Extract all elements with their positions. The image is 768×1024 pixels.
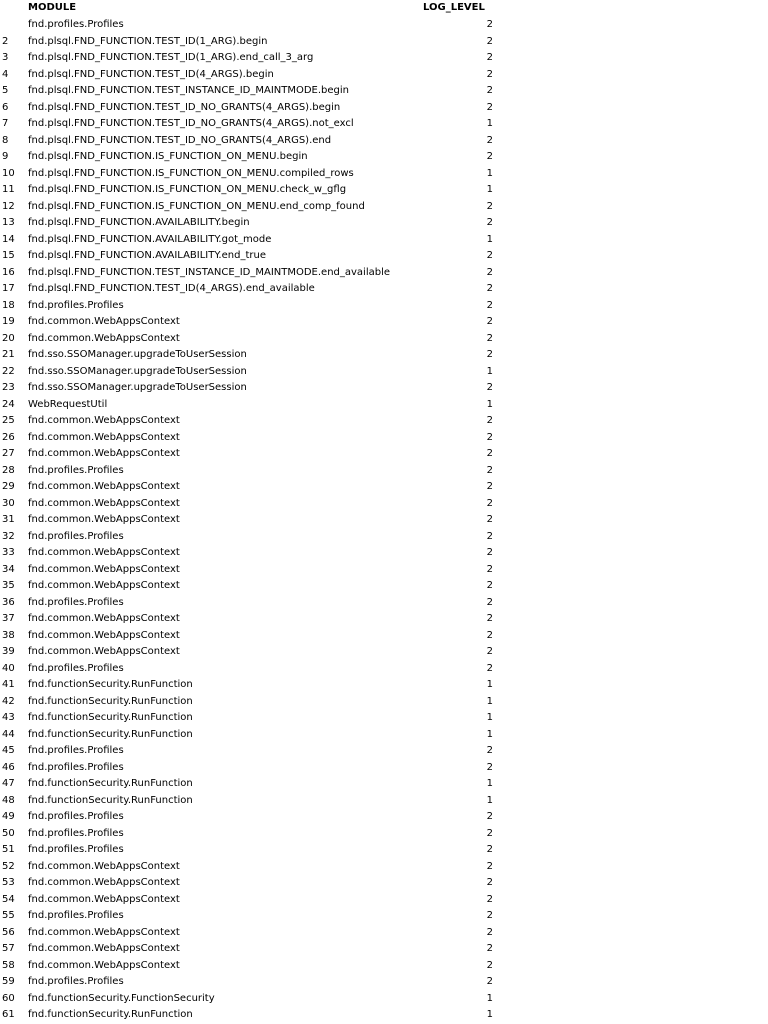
log-level-cell[interactable]: 1 — [486, 167, 493, 179]
log-level-cell[interactable]: 2 — [486, 266, 493, 278]
module-cell[interactable]: fnd.common.WebAppsContext — [28, 860, 180, 872]
row-number: 47 — [2, 778, 15, 789]
module-cell[interactable]: fnd.common.WebAppsContext — [28, 431, 180, 443]
module-cell[interactable]: fnd.common.WebAppsContext — [28, 893, 180, 905]
log-level-cell[interactable]: 2 — [486, 217, 493, 228]
module-cell[interactable]: fnd.profiles.Profiles — [28, 464, 124, 476]
log-level-cell[interactable]: 2 — [486, 250, 493, 261]
row-number: 2 — [2, 35, 9, 47]
log-level-cell[interactable]: 2 — [486, 415, 493, 426]
module-cell[interactable]: fnd.common.WebAppsContext — [28, 943, 180, 954]
module-cell[interactable]: fnd.plsql.FND_FUNCTION.IS_FUNCTION_ON_MENU.end_comp_found — [28, 200, 365, 212]
table-row[interactable] — [0, 529, 768, 546]
log-level-cell[interactable]: 2 — [486, 563, 493, 575]
log-level-cell[interactable]: 2 — [486, 877, 493, 888]
row-number: 17 — [2, 283, 15, 294]
log-level-cell[interactable]: 2 — [486, 860, 493, 872]
module-cell[interactable]: fnd.plsql.FND_FUNCTION.AVAILABILITY.end_true — [28, 250, 266, 261]
module-cell[interactable]: fnd.functionSecurity.FunctionSecurity — [28, 992, 215, 1004]
row-number: 27 — [2, 448, 15, 459]
table-row[interactable] — [0, 347, 768, 364]
log-level-cell[interactable]: 1 — [486, 679, 493, 690]
module-cell[interactable]: fnd.plsql.FND_FUNCTION.TEST_ID(4_ARGS).begin — [28, 68, 274, 80]
module-cell[interactable]: fnd.common.WebAppsContext — [28, 613, 180, 624]
table-row[interactable] — [0, 941, 768, 958]
table-row[interactable] — [0, 314, 768, 331]
log-level-cell[interactable]: 2 — [486, 382, 493, 393]
log-level-cell[interactable]: 2 — [486, 481, 493, 492]
module-cell[interactable]: fnd.sso.SSOManager.upgradeToUserSession — [28, 365, 247, 377]
row-number: 33 — [2, 547, 15, 558]
module-cell[interactable]: fnd.plsql.FND_FUNCTION.TEST_ID(1_ARG).end_call_3_arg — [28, 52, 314, 63]
row-number: 35 — [2, 580, 15, 591]
log-level-cell[interactable]: 2 — [486, 349, 493, 360]
table-row[interactable] — [0, 331, 768, 348]
log-level-cell[interactable]: 2 — [486, 448, 493, 459]
module-cell[interactable]: fnd.plsql.FND_FUNCTION.TEST_ID(4_ARGS).end_available — [28, 283, 315, 294]
row-number: 40 — [2, 662, 15, 674]
row-number: 54 — [2, 893, 15, 905]
module-cell[interactable]: fnd.common.WebAppsContext — [28, 629, 180, 641]
row-number: 28 — [2, 464, 15, 476]
table-row[interactable] — [0, 67, 768, 84]
row-number: 3 — [2, 52, 9, 63]
module-cell[interactable]: fnd.common.WebAppsContext — [28, 481, 180, 492]
row-number: 46 — [2, 761, 15, 773]
module-cell[interactable]: fnd.functionSecurity.RunFunction — [28, 679, 193, 690]
table-row[interactable] — [0, 661, 768, 678]
log-level-cell[interactable]: 2 — [486, 926, 493, 938]
row-number: 32 — [2, 530, 15, 542]
module-cell[interactable]: fnd.common.WebAppsContext — [28, 580, 180, 591]
log-level-cell[interactable]: 2 — [486, 200, 493, 212]
table-row[interactable] — [0, 149, 768, 166]
log-level-cell[interactable]: 2 — [486, 943, 493, 954]
log-level-cell[interactable]: 2 — [486, 332, 493, 344]
log-level-cell[interactable]: 1 — [486, 794, 493, 806]
table-row[interactable] — [0, 17, 768, 34]
module-cell[interactable]: fnd.profiles.Profiles — [28, 976, 124, 987]
log-level-cell[interactable]: 2 — [486, 151, 493, 162]
log-level-cell[interactable]: 1 — [486, 778, 493, 789]
row-number: 52 — [2, 860, 15, 872]
module-cell[interactable]: fnd.functionSecurity.RunFunction — [28, 1009, 193, 1020]
module-cell[interactable]: fnd.common.WebAppsContext — [28, 959, 180, 971]
log-level-cell[interactable]: 2 — [486, 134, 493, 146]
row-number: 6 — [2, 101, 9, 113]
row-number: 50 — [2, 827, 15, 839]
table-row[interactable] — [0, 776, 768, 793]
table-row[interactable] — [0, 611, 768, 628]
table-row[interactable] — [0, 677, 768, 694]
module-cell[interactable]: fnd.profiles.Profiles — [28, 662, 124, 674]
table-row[interactable] — [0, 562, 768, 579]
log-level-cell[interactable]: 2 — [486, 299, 493, 311]
log-level-cell[interactable]: 1 — [486, 398, 493, 410]
row-number: 42 — [2, 695, 15, 707]
table-row[interactable] — [0, 100, 768, 117]
module-cell[interactable]: fnd.profiles.Profiles — [28, 745, 124, 756]
module-cell[interactable]: fnd.profiles.Profiles — [28, 596, 124, 608]
log-level-cell[interactable]: 2 — [486, 844, 493, 855]
row-number: 29 — [2, 481, 15, 492]
module-cell[interactable]: fnd.common.WebAppsContext — [28, 514, 180, 525]
row-number: 13 — [2, 217, 15, 228]
log-level-cell[interactable]: 1 — [486, 695, 493, 707]
table-row[interactable] — [0, 34, 768, 51]
row-number: 49 — [2, 811, 15, 822]
module-cell[interactable]: fnd.sso.SSOManager.upgradeToUserSession — [28, 349, 247, 360]
row-number: 56 — [2, 926, 15, 938]
table-row[interactable] — [0, 199, 768, 216]
row-number: 31 — [2, 514, 15, 525]
row-number: 43 — [2, 712, 15, 723]
row-number: 36 — [2, 596, 15, 608]
module-cell[interactable]: fnd.common.WebAppsContext — [28, 448, 180, 459]
row-number: 60 — [2, 992, 15, 1004]
row-number: 25 — [2, 415, 15, 426]
log-level-cell[interactable]: 1 — [486, 728, 493, 740]
module-cell[interactable]: fnd.functionSecurity.RunFunction — [28, 695, 193, 707]
table-row[interactable] — [0, 842, 768, 859]
log-level-cell[interactable]: 2 — [486, 101, 493, 113]
module-cell[interactable]: fnd.functionSecurity.RunFunction — [28, 778, 193, 789]
table-row[interactable] — [0, 364, 768, 381]
table-row[interactable] — [0, 479, 768, 496]
log-level-cell[interactable]: 2 — [486, 613, 493, 624]
grid-header — [0, 0, 768, 17]
row-number: 34 — [2, 563, 15, 575]
row-number: 39 — [2, 646, 15, 657]
module-cell[interactable]: fnd.plsql.FND_FUNCTION.TEST_ID_NO_GRANTS(4_ARGS).begin — [28, 101, 341, 113]
log-level-cell[interactable]: 2 — [486, 464, 493, 476]
row-number: 53 — [2, 877, 15, 888]
row-number: 57 — [2, 943, 15, 954]
row-number: 4 — [2, 68, 9, 80]
log-level-cell[interactable]: 2 — [486, 662, 493, 674]
table-row[interactable] — [0, 182, 768, 199]
table-row[interactable] — [0, 991, 768, 1008]
log-level-cell[interactable]: 2 — [486, 431, 493, 443]
log-level-cell[interactable]: 1 — [486, 184, 493, 195]
table-row[interactable] — [0, 430, 768, 447]
row-number: 55 — [2, 910, 15, 921]
table-row[interactable] — [0, 908, 768, 925]
log-level-cell[interactable]: 2 — [486, 976, 493, 987]
module-cell[interactable]: fnd.common.WebAppsContext — [28, 877, 180, 888]
row-number: 26 — [2, 431, 15, 443]
row-number: 48 — [2, 794, 15, 806]
table-row[interactable] — [0, 694, 768, 711]
row-number: 19 — [2, 316, 15, 327]
row-number: 45 — [2, 745, 15, 756]
log-level-cell[interactable]: 2 — [486, 316, 493, 327]
table-row[interactable] — [0, 760, 768, 777]
row-number: 44 — [2, 728, 15, 740]
row-number: 8 — [2, 134, 9, 146]
module-cell[interactable]: fnd.profiles.Profiles — [28, 19, 124, 30]
module-cell[interactable]: fnd.functionSecurity.RunFunction — [28, 794, 193, 806]
module-cell[interactable]: fnd.sso.SSOManager.upgradeToUserSession — [28, 382, 247, 393]
table-row[interactable] — [0, 727, 768, 744]
table-row[interactable] — [0, 116, 768, 133]
table-row[interactable] — [0, 413, 768, 430]
log-level-cell[interactable]: 2 — [486, 530, 493, 542]
table-row[interactable] — [0, 892, 768, 909]
row-number: 18 — [2, 299, 15, 311]
table-row[interactable] — [0, 578, 768, 595]
log-level-cell[interactable]: 2 — [486, 547, 493, 558]
row-number: 9 — [2, 151, 9, 162]
table-row[interactable] — [0, 496, 768, 513]
table-row[interactable] — [0, 809, 768, 826]
row-number: 58 — [2, 959, 15, 971]
table-row[interactable] — [0, 512, 768, 529]
table-row[interactable] — [0, 265, 768, 282]
table-row[interactable] — [0, 397, 768, 414]
table-row[interactable] — [0, 826, 768, 843]
row-number: 24 — [2, 398, 15, 410]
table-row[interactable] — [0, 248, 768, 265]
table-row[interactable] — [0, 644, 768, 661]
log-level-cell[interactable]: 1 — [486, 118, 493, 129]
table-row[interactable] — [0, 83, 768, 100]
module-cell[interactable]: fnd.profiles.Profiles — [28, 910, 124, 921]
module-cell[interactable]: fnd.common.WebAppsContext — [28, 415, 180, 426]
table-row[interactable] — [0, 50, 768, 67]
table-row[interactable] — [0, 875, 768, 892]
table-row[interactable] — [0, 166, 768, 183]
row-number: 59 — [2, 976, 15, 987]
table-row[interactable] — [0, 380, 768, 397]
row-number: 38 — [2, 629, 15, 641]
module-cell[interactable]: fnd.common.WebAppsContext — [28, 926, 180, 938]
module-cell[interactable]: fnd.functionSecurity.RunFunction — [28, 728, 193, 740]
table-row[interactable] — [0, 628, 768, 645]
log-level-cell[interactable]: 1 — [486, 712, 493, 723]
module-cell[interactable]: fnd.profiles.Profiles — [28, 811, 124, 822]
module-cell[interactable]: WebRequestUtil — [28, 398, 108, 410]
row-number: 30 — [2, 497, 15, 509]
row-number: 23 — [2, 382, 15, 393]
row-number: 37 — [2, 613, 15, 624]
row-number: 22 — [2, 365, 15, 377]
row-number: 7 — [2, 118, 9, 129]
log-level-cell[interactable]: 1 — [486, 1009, 493, 1020]
table-row[interactable] — [0, 859, 768, 876]
module-cell[interactable]: fnd.profiles.Profiles — [28, 844, 124, 855]
log-level-cell[interactable]: 2 — [486, 811, 493, 822]
module-cell[interactable]: fnd.plsql.FND_FUNCTION.TEST_ID(1_ARG).begin — [28, 35, 268, 47]
log-level-cell[interactable]: 2 — [486, 85, 493, 96]
log-level-cell[interactable]: 2 — [486, 52, 493, 63]
table-row[interactable] — [0, 232, 768, 249]
grid-body — [0, 17, 768, 1024]
module-cell[interactable]: fnd.plsql.FND_FUNCTION.TEST_ID_NO_GRANTS(4_ARGS).end — [28, 134, 332, 146]
module-cell[interactable]: fnd.common.WebAppsContext — [28, 332, 180, 344]
module-cell[interactable]: fnd.common.WebAppsContext — [28, 646, 180, 657]
row-number: 5 — [2, 85, 9, 96]
log-level-cell[interactable]: 2 — [486, 596, 493, 608]
table-row[interactable] — [0, 793, 768, 810]
table-row[interactable] — [0, 298, 768, 315]
module-cell[interactable]: fnd.common.WebAppsContext — [28, 497, 180, 509]
module-cell[interactable]: fnd.plsql.FND_FUNCTION.AVAILABILITY.got_mode — [28, 233, 272, 245]
row-number: 15 — [2, 250, 15, 261]
table-row[interactable] — [0, 743, 768, 760]
module-cell[interactable]: fnd.common.WebAppsContext — [28, 563, 180, 575]
table-row[interactable] — [0, 133, 768, 150]
log-level-cell[interactable]: 2 — [486, 35, 493, 47]
row-number: 51 — [2, 844, 15, 855]
row-number: 12 — [2, 200, 15, 212]
table-row[interactable] — [0, 446, 768, 463]
table-row[interactable] — [0, 925, 768, 942]
log-level-cell[interactable]: 2 — [486, 19, 493, 30]
log-level-cell[interactable]: 1 — [486, 233, 493, 245]
log-level-cell[interactable]: 2 — [486, 827, 493, 839]
column-header-module[interactable]: MODULE — [28, 2, 77, 13]
table-row[interactable] — [0, 974, 768, 991]
row-number: 41 — [2, 679, 15, 690]
log-level-cell[interactable]: 2 — [486, 893, 493, 905]
log-level-cell[interactable]: 2 — [486, 910, 493, 921]
log-level-cell[interactable]: 1 — [486, 365, 493, 377]
module-cell[interactable]: fnd.plsql.FND_FUNCTION.IS_FUNCTION_ON_MENU.check_w_gflg — [28, 184, 347, 195]
module-cell[interactable]: fnd.profiles.Profiles — [28, 299, 124, 311]
module-cell[interactable]: fnd.functionSecurity.RunFunction — [28, 712, 193, 723]
row-number: 11 — [2, 184, 15, 195]
log-level-cell[interactable]: 2 — [486, 580, 493, 591]
row-number: 21 — [2, 349, 15, 360]
table-row[interactable] — [0, 1007, 768, 1024]
module-cell[interactable]: fnd.plsql.FND_FUNCTION.TEST_INSTANCE_ID_MAINTMODE.end_available — [28, 266, 391, 278]
log-level-cell[interactable]: 2 — [486, 283, 493, 294]
module-cell[interactable]: fnd.plsql.FND_FUNCTION.IS_FUNCTION_ON_MENU.begin — [28, 151, 308, 162]
table-row[interactable] — [0, 281, 768, 298]
log-level-cell[interactable]: 2 — [486, 745, 493, 756]
log-level-cell[interactable]: 2 — [486, 646, 493, 657]
log-level-cell[interactable]: 2 — [486, 629, 493, 641]
row-number: 14 — [2, 233, 15, 245]
module-cell[interactable]: fnd.plsql.FND_FUNCTION.AVAILABILITY.begin — [28, 217, 250, 228]
row-number: 16 — [2, 266, 15, 278]
log-level-cell[interactable]: 2 — [486, 514, 493, 525]
table-row[interactable] — [0, 215, 768, 232]
module-cell[interactable]: fnd.profiles.Profiles — [28, 761, 124, 773]
table-row[interactable] — [0, 595, 768, 612]
module-cell[interactable]: fnd.common.WebAppsContext — [28, 316, 180, 327]
module-cell[interactable]: fnd.common.WebAppsContext — [28, 547, 180, 558]
log-level-cell[interactable]: 1 — [486, 992, 493, 1004]
column-header-log-level[interactable]: LOG_LEVEL — [423, 2, 485, 13]
log-level-cell[interactable]: 2 — [486, 68, 493, 80]
table-row[interactable] — [0, 463, 768, 480]
row-number: 20 — [2, 332, 15, 344]
module-cell[interactable]: fnd.profiles.Profiles — [28, 827, 124, 839]
module-cell[interactable]: fnd.plsql.FND_FUNCTION.TEST_INSTANCE_ID_MAINTMODE.begin — [28, 85, 350, 96]
module-cell[interactable]: fnd.profiles.Profiles — [28, 530, 124, 542]
log-level-cell[interactable]: 2 — [486, 959, 493, 971]
log-level-cell[interactable]: 2 — [486, 497, 493, 509]
row-number: 61 — [2, 1009, 15, 1020]
table-row[interactable] — [0, 545, 768, 562]
module-cell[interactable]: fnd.plsql.FND_FUNCTION.IS_FUNCTION_ON_MENU.compiled_rows — [28, 167, 354, 179]
row-number: 10 — [2, 167, 15, 179]
table-row[interactable] — [0, 710, 768, 727]
log-level-cell[interactable]: 2 — [486, 761, 493, 773]
module-cell[interactable]: fnd.plsql.FND_FUNCTION.TEST_ID_NO_GRANTS(4_ARGS).not_excl — [28, 118, 354, 129]
table-row[interactable] — [0, 958, 768, 975]
